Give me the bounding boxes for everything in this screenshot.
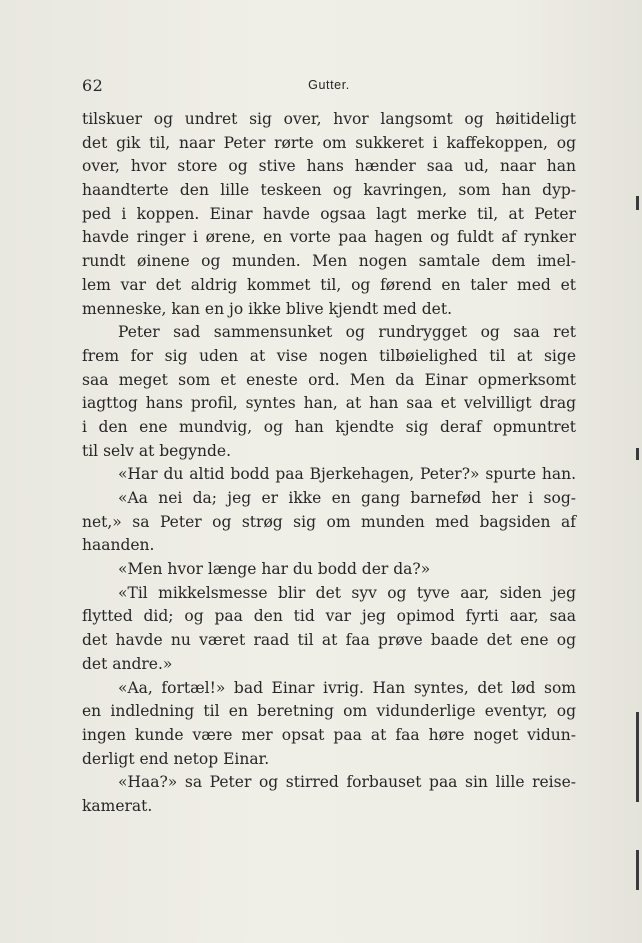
edge-mark bbox=[636, 712, 639, 802]
text-line: «Haa?» sa Peter og stirred forbauset paa sin lille reise- bbox=[118, 773, 576, 792]
text-line: tilskuer og undret sig over, hvor langsomt og høitideligt bbox=[82, 110, 576, 128]
text-line: havde ringer i ørene, en vorte paa hagen og fuldt af rynker bbox=[82, 228, 576, 247]
text-line: iagttog hans profil, syntes han, at han saa et velvilligt drag bbox=[82, 394, 576, 413]
text-line: menneske, kan en jo ikke blive kjendt med det. bbox=[82, 299, 453, 318]
text-line: en indledning til en beretning om vidunderlige eventyr, og bbox=[82, 702, 576, 721]
text-line: ped i koppen. Einar havde ogsaa lagt merke til, at Peter bbox=[82, 204, 576, 223]
text-line: «Aa nei da; jeg er ikke en gang barnefød her i sog- bbox=[118, 489, 576, 507]
edge-mark bbox=[636, 196, 639, 210]
text-line: kamerat. bbox=[82, 796, 153, 815]
text-line: haandterte den lille teskeen og kavringen, som han dyp- bbox=[82, 181, 576, 200]
body-text bbox=[82, 108, 576, 819]
text-line: «Har du altid bodd paa Bjerkehagen, Peter?» spurte han. bbox=[118, 465, 576, 484]
text-line: derligt end netop Einar. bbox=[82, 749, 270, 768]
text-line: det gik til, naar Peter rørte om sukkeret i kaffekoppen, og bbox=[82, 133, 576, 152]
text-line: «Men hvor længe har du bodd der da?» bbox=[118, 560, 431, 579]
page-header bbox=[82, 76, 576, 98]
text-line: «Aa, fortæl!» bad Einar ivrig. Han syntes, det lød som bbox=[118, 678, 576, 697]
text-line: frem for sig uden at vise nogen tilbøielighed til at sige bbox=[82, 346, 576, 365]
text-line: det andre.» bbox=[82, 654, 173, 673]
text-line: ingen kunde være mer opsat paa at faa høre noget vidun- bbox=[82, 725, 576, 744]
text-line: lem var det aldrig kommet til, og førend en taler med et bbox=[82, 275, 576, 294]
text-line: rundt øinene og munden. Men nogen samtale dem imel- bbox=[82, 252, 576, 271]
edge-mark bbox=[636, 850, 639, 890]
text-line: i den ene mundvig, og han kjendte sig deraf opmuntret bbox=[82, 417, 576, 436]
text-line: Peter sad sammensunket og rundrygget og saa ret bbox=[118, 323, 576, 342]
text-line: «Til mikkelsmesse blir det syv og tyve aar, siden jeg bbox=[118, 583, 576, 602]
text-line: over, hvor store og stive hans hænder saa ud, naar han bbox=[82, 157, 576, 176]
page-number: 62 bbox=[82, 76, 104, 95]
text-line: haanden. bbox=[82, 536, 155, 555]
text-line: flytted did; og paa den tid var jeg opimod fyrti aar, saa bbox=[82, 607, 576, 626]
text-line: det havde nu været raad til at faa prøve baade det ene og bbox=[82, 631, 576, 650]
text-line: saa meget som et eneste ord. Men da Einar opmerksomt bbox=[82, 370, 576, 389]
running-title: Gutter. bbox=[308, 78, 350, 92]
text-line: til selv at begynde. bbox=[82, 441, 232, 460]
text-line: net,» sa Peter og strøg sig om munden med bagsiden af bbox=[82, 512, 576, 531]
edge-mark bbox=[636, 448, 639, 460]
